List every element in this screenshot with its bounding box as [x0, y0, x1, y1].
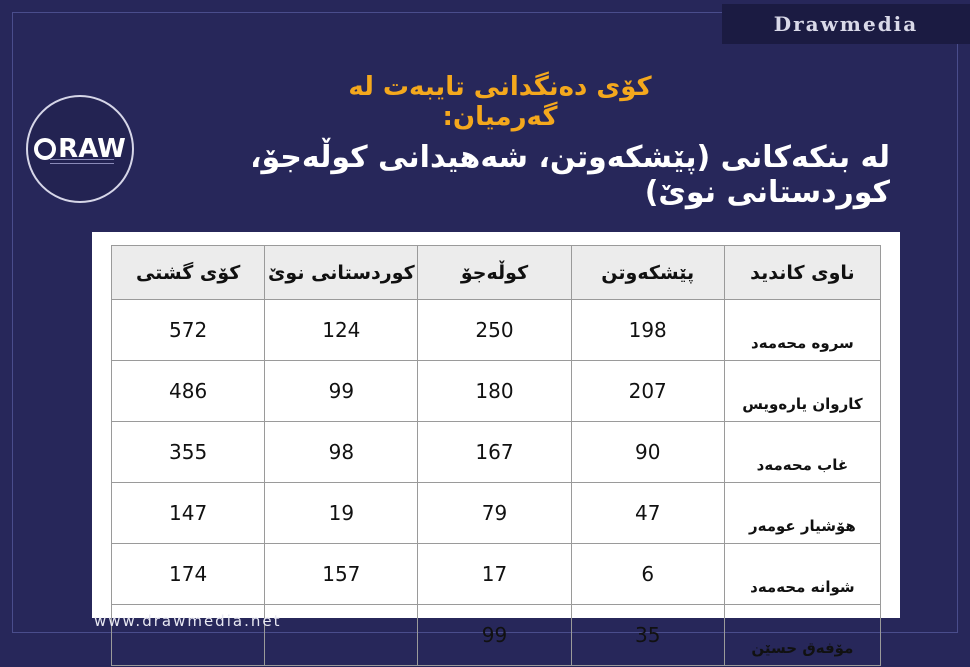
cell-total: 572 — [112, 300, 265, 361]
header-kolajo: کوڵەجۆ — [418, 246, 571, 300]
cell-kurdistani-nwe: 19 — [265, 483, 418, 544]
cell-peshkawtn: 198 — [571, 300, 724, 361]
table-row — [112, 544, 881, 605]
cell-kurdistani-nwe: 99 — [265, 361, 418, 422]
table-row — [112, 483, 881, 544]
candidate-name: هۆشیار عومەر — [724, 483, 880, 544]
header-total: کۆی گشتی — [112, 246, 265, 300]
logo-d-icon — [34, 138, 56, 160]
logo-text: RAW — [58, 134, 126, 164]
candidate-name: سروە محەمەد — [724, 300, 880, 361]
cell-total: 174 — [112, 544, 265, 605]
table-row — [112, 422, 881, 483]
cell-peshkawtn: 90 — [571, 422, 724, 483]
cell-kolajo: 17 — [418, 544, 571, 605]
candidate-name: کاروان یارەویس — [724, 361, 880, 422]
candidate-name: غاب محەمەد — [724, 422, 880, 483]
cell-kolajo: 167 — [418, 422, 571, 483]
header-kurdistani-nwe: کوردستانی نوێ — [265, 246, 418, 300]
cell-total: 147 — [112, 483, 265, 544]
cell-kolajo: 180 — [418, 361, 571, 422]
subtitle-heading: لە بنکەکانی (پێشکەوتن، شەهیدانی کوڵەجۆ، کوردستانی نوێ) — [250, 140, 890, 210]
logo-underline — [50, 159, 114, 164]
table-row — [112, 361, 881, 422]
table-header-row — [112, 246, 881, 300]
candidate-name: شوانە محەمەد — [724, 544, 880, 605]
cell-peshkawtn: 35 — [571, 605, 724, 666]
cell-kurdistani-nwe: 157 — [265, 544, 418, 605]
cell-kolajo: 250 — [418, 300, 571, 361]
cell-total: 486 — [112, 361, 265, 422]
cell-peshkawtn: 207 — [571, 361, 724, 422]
table-row — [112, 300, 881, 361]
cell-kolajo: 79 — [418, 483, 571, 544]
cell-kolajo: 99 — [418, 605, 571, 666]
header-peshkawtn: پێشکەوتن — [571, 246, 724, 300]
votes-table — [111, 245, 881, 666]
draw-logo — [26, 95, 134, 203]
cell-peshkawtn: 6 — [571, 544, 724, 605]
cell-kurdistani-nwe: 124 — [265, 300, 418, 361]
header-candidate: ناوی کاندید — [724, 246, 880, 300]
title-heading: کۆی دەنگدانی تایبەت لە گەرمیان: — [348, 72, 652, 132]
website-url: www.drawmedia.net — [94, 612, 282, 630]
cell-kurdistani-nwe: 98 — [265, 422, 418, 483]
cell-peshkawtn: 47 — [571, 483, 724, 544]
cell-kurdistani-nwe — [265, 605, 418, 666]
cell-total: 355 — [112, 422, 265, 483]
candidate-name: مۆفەق حسێن — [724, 605, 880, 666]
brand-name: Drawmedia — [722, 4, 970, 44]
